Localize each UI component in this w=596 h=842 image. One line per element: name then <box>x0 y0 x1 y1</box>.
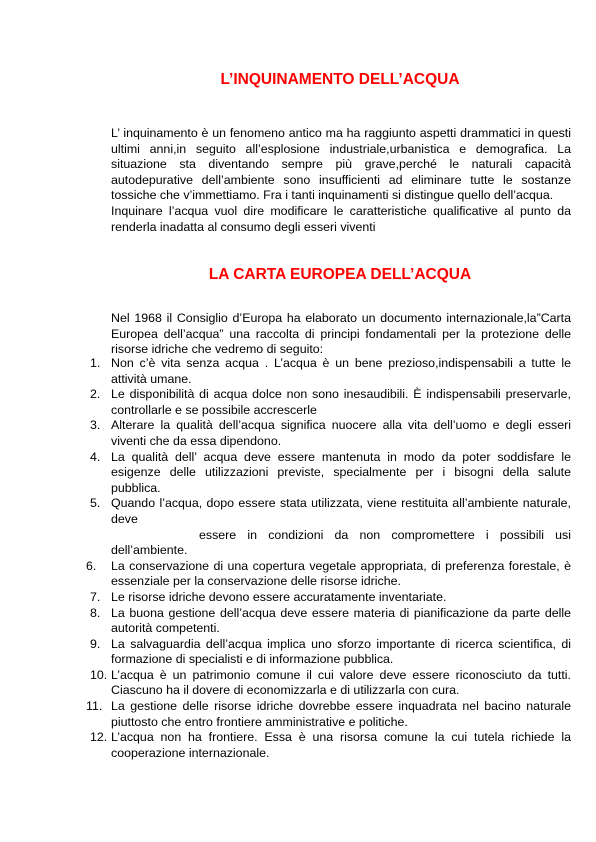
list-text: La gestione delle risorse idriche dovrebbe essere inquadrata nel bacino naturale piuttosto che entro frontiere amministrative e politiche. <box>111 699 571 729</box>
list-text: L’acqua è un patrimonio comune il cui valore deve essere riconosciuto da tutti. Ciascuno ha il dovere di economizzarla e di utilizzarla con cura. <box>111 667 571 698</box>
list-item <box>0 730 596 761</box>
list-item <box>0 559 596 590</box>
list-text: Alterare la qualità dell’acqua significa nuocere alla vita dell’uomo e degli esseri viventi che da essa dipendono. <box>111 418 571 448</box>
main-title: L’INQUINAMENTO DELL’ACQUA <box>220 71 460 88</box>
list-item <box>0 637 596 668</box>
list-number: 9. <box>90 636 101 651</box>
list-text: La buona gestione dell’acqua deve essere materia di pianificazione da parte delle autorità competenti. <box>111 605 571 636</box>
list-number: 3. <box>90 418 101 433</box>
list-text: La salvaguardia dell’acqua implica uno sforzo importante di ricerca scientifica, di formazione di specialisti e di informazione pubblica. <box>111 636 571 667</box>
intro-section <box>111 126 571 235</box>
list-item <box>0 668 596 699</box>
list-text: Le disponibilità di acqua dolce non sono inesaudibili. È indispensabili preservarle, controllarle e se possibile accrescerle <box>111 387 571 417</box>
list-item <box>0 356 596 387</box>
carta-intro-paragraph: Nel 1968 il Consiglio d’Europa ha elaborato un documento internazionale,la”Carta Europea dell’acqua” una raccolta di principi fondamentali per la protezione delle risorse idriche che vedremo di seguito: <box>111 311 571 357</box>
list-number: 6. <box>86 558 97 573</box>
list-number: 7. <box>90 589 101 604</box>
list-number: 8. <box>90 605 101 620</box>
principles-list <box>0 356 596 761</box>
list-item <box>0 387 596 418</box>
list-text-part: essere in condizioni da non compromettere i possibili usi <box>199 527 571 542</box>
list-item <box>0 418 596 449</box>
list-text <box>111 496 571 558</box>
list-item <box>0 590 596 606</box>
list-item <box>0 450 596 497</box>
list-number: 10. <box>90 667 108 682</box>
intro-paragraph: L’ inquinamento è un fenomeno antico ma ha raggiunto aspetti drammatici in questi ultimi anni,in seguito all’esplosione industriale,urbanistica e demografica. La situazione sta diventando sempre più grave,perché le naturali capacità autodepurative dell’ambiente sono insufficienti ad eliminare tutte le sostanze tossiche che v’immettiamo. Fra i tanti inquinamenti si distingue quello dell’acqua. <box>111 126 571 203</box>
list-number: 11. <box>86 699 103 714</box>
list-text: Le risorse idriche devono essere accuratamente inventariate. <box>111 589 447 604</box>
list-number: 4. <box>90 449 101 464</box>
list-number: 2. <box>90 387 101 402</box>
intro-definition-paragraph: Inquinare l’acqua vuol dire modificare le caratteristiche qualificative al punto da renderla inadatta al consumo degli esseri viventi <box>111 203 571 234</box>
list-item <box>0 699 596 730</box>
list-text: Non c’è vita senza acqua . L’acqua è un bene prezioso,indispensabili a tutte le attività umane. <box>111 356 571 386</box>
list-number: 5. <box>90 496 101 511</box>
list-text-part: Quando l’acqua, dopo essere stata utilizzata, viene restituita all’ambiente naturale, deve <box>111 496 571 526</box>
list-item <box>0 606 596 637</box>
list-text: La conservazione di una copertura vegetale appropriata, di preferenza forestale, è essenziale per la conservazione delle risorse idriche. <box>111 558 571 589</box>
list-item <box>0 496 596 558</box>
list-number: 12. <box>90 730 108 745</box>
section-title: LA CARTA EUROPEA DELL’ACQUA <box>208 266 472 283</box>
list-number: 1. <box>90 356 101 370</box>
list-text: La qualità dell’ acqua deve essere mantenuta in modo da poter soddisfare le esigenze delle utilizzazioni previste, specialmente per i bisogni della salute pubblica. <box>111 449 571 495</box>
list-text-part: dell’ambiente. <box>111 543 188 558</box>
list-text: L’acqua non ha frontiere. Essa è una risorsa comune la cui tutela richiede la cooperazione internazionale. <box>111 730 571 760</box>
